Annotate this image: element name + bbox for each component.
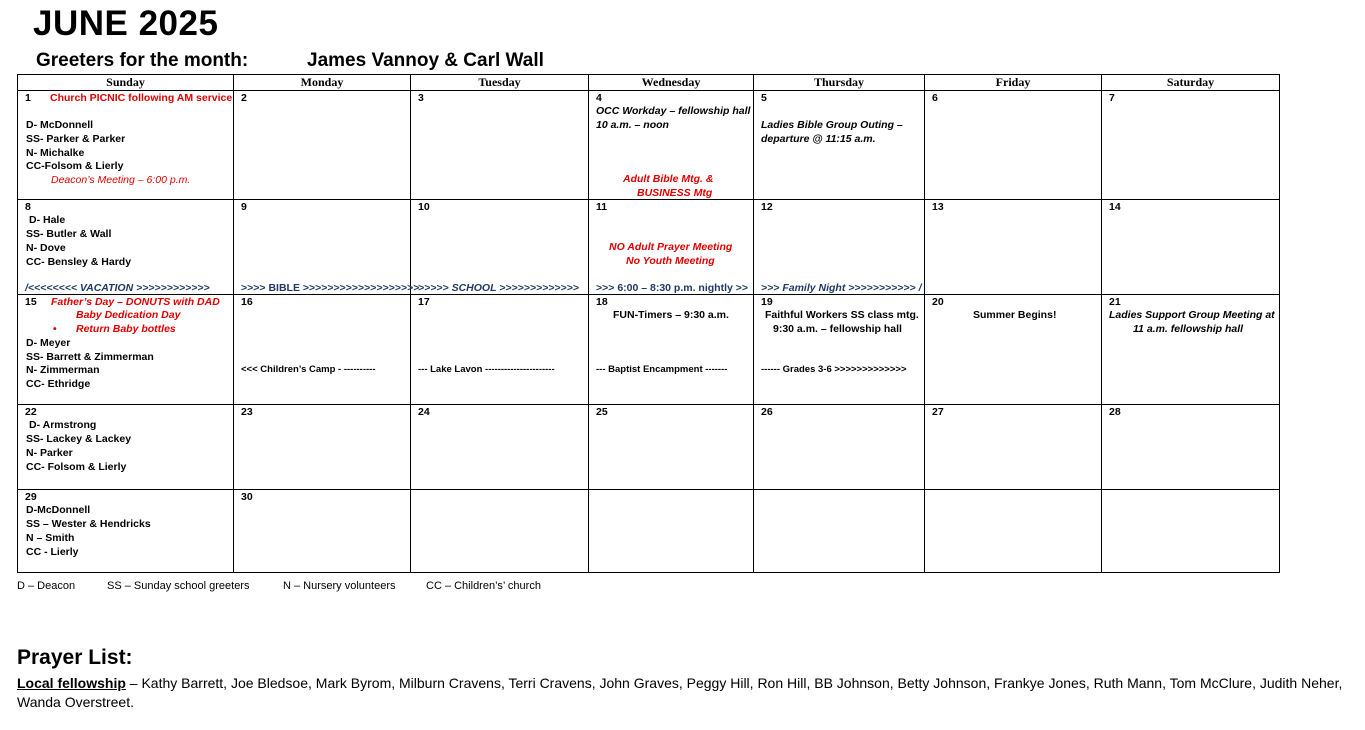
day-cell xyxy=(411,91,589,200)
event-adult-bible: Adult Bible Mtg. & xyxy=(623,173,714,185)
nursery-assignment: N- Michalke xyxy=(26,147,85,159)
legend-ss: SS – Sunday school greeters xyxy=(107,580,250,592)
event-deacon-meeting: Deacon’s Meeting – 6:00 p.m. xyxy=(51,174,191,186)
weekday-header-row xyxy=(18,75,1280,91)
day-cell xyxy=(589,490,754,573)
day-cell xyxy=(1102,405,1280,490)
weekday-saturday: Saturday xyxy=(1102,75,1280,91)
ss-assignment: SS- Barrett & Zimmerman xyxy=(26,351,154,363)
weekday-friday: Friday xyxy=(925,75,1102,91)
day-cell xyxy=(234,91,411,200)
weekday-tuesday: Tuesday xyxy=(411,75,589,91)
day-cell xyxy=(1102,91,1280,200)
event-lake-lavon: --- Lake Lavon ---------------------- xyxy=(418,364,555,375)
day-number: 15 xyxy=(25,296,37,308)
event-business-mtg: BUSINESS Mtg xyxy=(637,187,713,199)
calendar-grid xyxy=(17,74,1280,573)
greeters-label: Greeters for the month: xyxy=(36,50,249,71)
day-cell xyxy=(1102,295,1280,405)
ss-assignment: SS- Butler & Wall xyxy=(26,228,112,240)
day-number: 23 xyxy=(241,406,253,418)
weekday-wednesday: Wednesday xyxy=(589,75,754,91)
week-row xyxy=(18,200,1280,295)
day-cell xyxy=(754,91,925,200)
day-cell xyxy=(234,295,411,405)
prayer-list-title: Prayer List: xyxy=(17,646,133,669)
bullet-icon: • xyxy=(53,323,57,335)
week-row xyxy=(18,405,1280,490)
day-cell xyxy=(1102,200,1280,295)
day-number: 16 xyxy=(241,296,253,308)
week-row xyxy=(18,490,1280,573)
day-cell xyxy=(925,295,1102,405)
day-cell xyxy=(754,200,925,295)
deacon-assignment: D-McDonnell xyxy=(26,504,91,516)
event-picnic: Church PICNIC following AM service xyxy=(50,92,233,104)
cc-assignment: CC - Lierly xyxy=(26,546,79,558)
day-number: 24 xyxy=(418,406,430,418)
greeters-names: James Vannoy & Carl Wall xyxy=(307,50,544,71)
event-baptist-encampment: --- Baptist Encampment ------- xyxy=(596,364,728,375)
cc-assignment: CC- Ethridge xyxy=(26,378,91,390)
day-cell xyxy=(925,405,1102,490)
deacon-assignment: D- Armstrong xyxy=(29,419,97,431)
day-number: 4 xyxy=(596,92,602,104)
day-number: 30 xyxy=(241,491,253,503)
vbs-banner-thursday: >>> Family Night >>>>>>>>>>> / xyxy=(761,282,922,294)
day-cell xyxy=(925,91,1102,200)
event-ladies-departure: departure @ 11:15 a.m. xyxy=(761,133,876,145)
day-number: 25 xyxy=(596,406,608,418)
day-number: 11 xyxy=(596,201,608,213)
weekday-monday: Monday xyxy=(234,75,411,91)
day-cell xyxy=(18,91,234,200)
event-no-prayer-meeting: NO Adult Prayer Meeting xyxy=(609,241,733,253)
day-cell xyxy=(589,405,754,490)
nursery-assignment: N- Zimmerman xyxy=(26,364,100,376)
day-number: 20 xyxy=(932,296,944,308)
weekday-thursday: Thursday xyxy=(754,75,925,91)
event-baby-dedication: Baby Dedication Day xyxy=(76,309,181,321)
nursery-assignment: N – Smith xyxy=(26,532,75,544)
week-row xyxy=(18,91,1280,200)
page-title: JUNE 2025 xyxy=(33,4,219,43)
day-cell xyxy=(411,405,589,490)
day-cell xyxy=(411,200,589,295)
vbs-banner-tuesday: >>>>> SCHOOL >>>>>>>>>>>>> xyxy=(418,282,579,294)
local-fellowship-names: – Kathy Barrett, Joe Bledsoe, Mark Byrom, Milburn Cravens, Terri Cravens, John Graves, Peggy Hill, Ron Hill, BB Johnson, Betty Johnson, Frankye Jones, Ruth Mann, Tom McClure, Judith Neher, Wanda Overstreet. xyxy=(17,675,1343,710)
day-number: 19 xyxy=(761,296,773,308)
day-cell xyxy=(589,295,754,405)
ss-assignment: SS – Wester & Hendricks xyxy=(26,518,151,530)
day-number: 17 xyxy=(418,296,430,308)
day-number: 12 xyxy=(761,201,773,213)
day-cell xyxy=(1102,490,1280,573)
legend-deacon: D – Deacon xyxy=(17,580,76,592)
day-number: 9 xyxy=(241,201,247,213)
day-number: 10 xyxy=(418,201,430,213)
ss-assignment: SS- Lackey & Lackey xyxy=(26,433,132,445)
day-cell xyxy=(925,490,1102,573)
event-grades: ------ Grades 3-6 >>>>>>>>>>>>> xyxy=(761,364,907,375)
day-number: 21 xyxy=(1109,296,1121,308)
legend-nursery: N – Nursery volunteers xyxy=(283,580,396,592)
event-return-bottles: Return Baby bottles xyxy=(76,323,176,335)
event-fun-timers: FUN-Timers – 9:30 a.m. xyxy=(613,309,729,321)
day-number: 29 xyxy=(25,491,37,503)
day-cell xyxy=(589,91,754,200)
day-cell xyxy=(925,200,1102,295)
event-fathers-day: Father’s Day – DONUTS with DAD xyxy=(51,296,220,308)
day-cell xyxy=(411,295,589,405)
day-cell xyxy=(234,200,420,295)
event-ladies-support: Ladies Support Group Meeting at xyxy=(1109,309,1275,321)
deacon-assignment: D- Hale xyxy=(29,214,66,226)
weekday-sunday: Sunday xyxy=(18,75,234,91)
event-faithful-workers: Faithful Workers SS class mtg. xyxy=(765,309,919,321)
day-number: 14 xyxy=(1109,201,1121,213)
day-cell xyxy=(411,490,589,573)
day-number: 22 xyxy=(25,406,37,418)
greeters-row xyxy=(36,50,544,72)
nursery-assignment: N- Dove xyxy=(26,242,66,254)
event-occ-time: 10 a.m. – noon xyxy=(596,119,669,131)
day-number: 1 xyxy=(25,92,31,104)
day-cell xyxy=(754,405,925,490)
ss-assignment: SS- Parker & Parker xyxy=(26,133,126,145)
vbs-banner-monday: >>>> BIBLE >>>>>>>>>>>>>>>>>>> xyxy=(241,282,420,294)
day-cell xyxy=(589,200,754,295)
cc-assignment: CC-Folsom & Lierly xyxy=(26,160,124,172)
day-number: 18 xyxy=(596,296,608,308)
day-cell xyxy=(18,490,234,573)
day-number: 13 xyxy=(932,201,944,213)
day-number: 3 xyxy=(418,92,424,104)
event-no-youth-meeting: No Youth Meeting xyxy=(626,255,715,267)
deacon-assignment: D- McDonnell xyxy=(26,119,94,131)
day-number: 28 xyxy=(1109,406,1121,418)
day-number: 7 xyxy=(1109,92,1115,104)
nursery-assignment: N- Parker xyxy=(26,447,73,459)
day-cell xyxy=(754,490,925,573)
day-cell xyxy=(234,490,411,573)
cc-assignment: CC- Folsom & Lierly xyxy=(26,461,127,473)
day-number: 5 xyxy=(761,92,767,104)
vbs-banner-wednesday: >>> 6:00 – 8:30 p.m. nightly >> xyxy=(596,282,749,294)
day-number: 26 xyxy=(761,406,773,418)
day-cell xyxy=(234,405,411,490)
legend-cc: CC – Children’s’ church xyxy=(426,580,541,592)
prayer-list-local xyxy=(17,674,1362,712)
cc-assignment: CC- Bensley & Hardy xyxy=(26,256,132,268)
day-number: 27 xyxy=(932,406,944,418)
day-cell xyxy=(18,200,234,295)
week-row xyxy=(18,295,1280,405)
day-cell xyxy=(18,405,234,490)
day-number: 8 xyxy=(25,201,31,213)
event-ladies-outing: Ladies Bible Group Outing – xyxy=(761,119,903,131)
event-childrens-camp: <<< Children’s Camp - ---------- xyxy=(241,364,376,375)
day-number: 6 xyxy=(932,92,938,104)
event-occ-workday: OCC Workday – fellowship hall xyxy=(596,105,751,117)
event-ladies-support-time: 11 a.m. fellowship hall xyxy=(1133,323,1244,335)
local-fellowship-label: Local fellowship xyxy=(17,675,126,691)
event-summer-begins: Summer Begins! xyxy=(973,309,1057,321)
day-cell xyxy=(754,295,925,405)
event-faithful-workers-time: 9:30 a.m. – fellowship hall xyxy=(773,323,902,335)
day-cell xyxy=(18,295,234,405)
vbs-banner-sunday: /<<<<<<<< VACATION >>>>>>>>>>>> xyxy=(25,282,210,294)
deacon-assignment: D- Meyer xyxy=(26,337,71,349)
day-number: 2 xyxy=(241,92,247,104)
